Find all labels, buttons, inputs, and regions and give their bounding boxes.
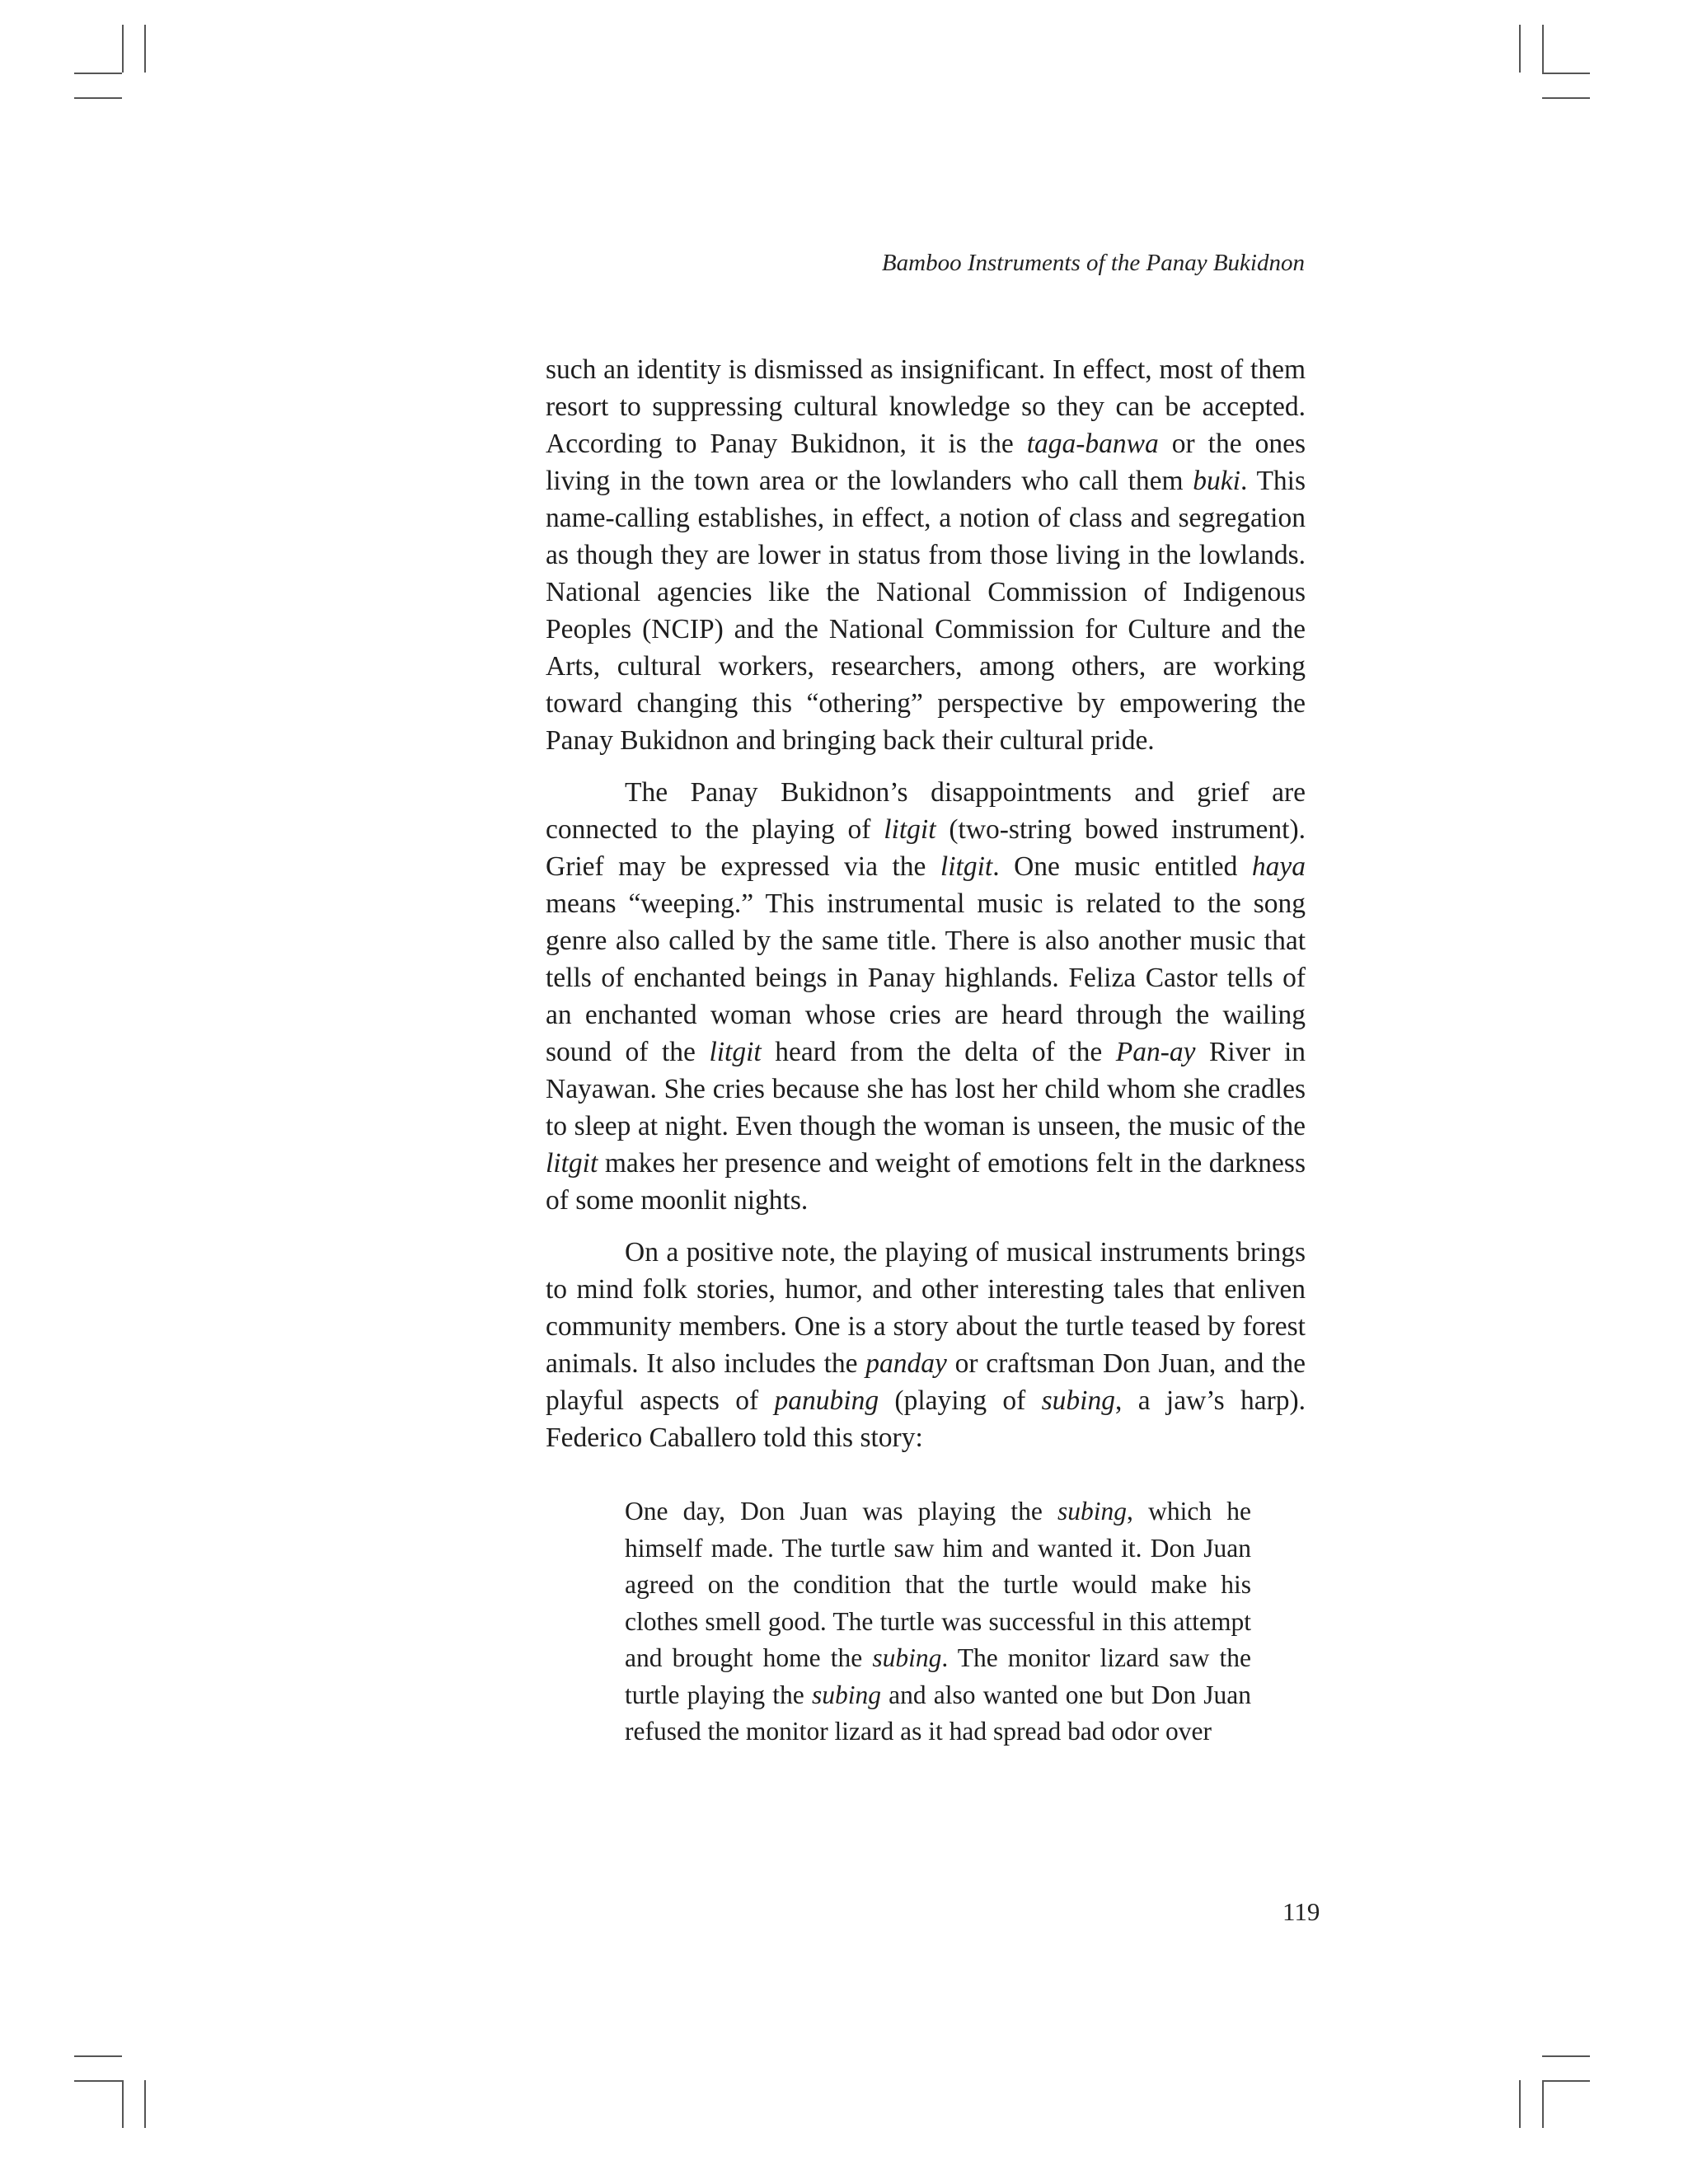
italic-term: Pan-ay <box>1115 1037 1196 1067</box>
text-run: and also wanted one but Don Juan refused the monitor lizard as it had spread bad odor over <box>625 1680 1251 1746</box>
text-run: such an identity is dismissed as insignificant. In effect, most of them resort to suppressing cultural knowledge so they can be accepted. According to Panay Bukidnon, it is the <box>546 354 1306 459</box>
crop-mark <box>74 2055 122 2057</box>
paragraph-1 <box>546 351 1306 759</box>
text-run: makes her presence and weight of emotions felt in the darkness of some moonlit nights. <box>546 1148 1306 1216</box>
italic-term: subing <box>1041 1385 1115 1416</box>
text-run: . This name-calling establishes, in effect, a notion of class and segregation as though they are lower in status from those living in the lowlands. National agencies like the National Commission of Indigenous Peoples (NCIP) and the National Commission for Culture and the Arts, cultural workers, researchers, among others, are working toward changing this “othering” perspective by empowering the Panay Bukidnon and bringing back their cultural pride. <box>546 466 1306 756</box>
italic-term: panubing <box>774 1385 879 1416</box>
crop-mark <box>1519 25 1521 73</box>
text-run: , a jaw’s harp). Federico Caballero told this story: <box>546 1385 1306 1453</box>
text-run: , which he himself made. The turtle saw him and wanted it. Don Juan agreed on the condition that the turtle would make his clothes smell good. The turtle was successful in this attempt and brought home the <box>625 1497 1252 1672</box>
italic-term: subing <box>872 1643 942 1672</box>
crop-mark <box>1542 73 1590 74</box>
crop-mark <box>74 97 122 99</box>
crop-mark <box>1542 25 1544 73</box>
italic-term: litgit <box>709 1037 762 1067</box>
crop-mark <box>144 2080 146 2128</box>
crop-mark <box>122 25 124 73</box>
crop-mark <box>144 25 146 73</box>
text-run: One day, Don Juan was playing the <box>625 1497 1058 1526</box>
running-head: Bamboo Instruments of the Panay Bukidnon <box>881 250 1305 276</box>
text-run: means “weeping.” This instrumental music is related to the song genre also called by the same title. There is also another music that tells of enchanted beings in Panay highlands. Feliza Castor tells of an enchanted woman whose cries are heard through the wailing sound of the <box>546 888 1306 1067</box>
crop-mark <box>1542 97 1590 99</box>
italic-term: subing <box>811 1680 881 1709</box>
crop-mark <box>74 2080 122 2082</box>
text-run: . The monitor lizard saw the turtle playing the <box>625 1643 1251 1709</box>
italic-term: taga-banwa <box>1026 429 1159 459</box>
italic-term: panday <box>865 1348 947 1379</box>
page-number: 119 <box>1282 1897 1320 1926</box>
italic-term: subing <box>1057 1497 1128 1526</box>
text-run: The Panay Bukidnon’s disappointments and grief are connected to the playing of <box>546 777 1306 845</box>
italic-term: buki <box>1193 466 1240 496</box>
paragraph-2 <box>546 774 1306 1219</box>
text-run: or craftsman Don Juan, and the playful aspects of <box>546 1348 1306 1416</box>
italic-term: haya <box>1251 851 1306 882</box>
crop-mark <box>1542 2055 1590 2057</box>
text-run: heard from the delta of the <box>761 1037 1116 1067</box>
body-text <box>546 351 1306 1750</box>
text-run: (playing of <box>879 1385 1042 1416</box>
crop-mark <box>1542 2080 1590 2082</box>
paragraph-3 <box>546 1234 1306 1456</box>
italic-term: litgit <box>940 851 993 882</box>
crop-mark <box>122 2080 124 2128</box>
crop-mark <box>74 73 122 74</box>
block-quote <box>625 1493 1251 1750</box>
crop-mark <box>1542 2080 1544 2128</box>
italic-term: litgit <box>546 1148 598 1179</box>
text-run: . One music entitled <box>992 851 1252 882</box>
italic-term: litgit <box>884 814 936 845</box>
text-run: (two-string bowed instrument). Grief may be expressed via the <box>546 814 1306 882</box>
crop-mark <box>1519 2080 1521 2128</box>
text-run: On a positive note, the playing of musical instruments brings to mind folk stories, humor, and other interesting tales that enliven community members. One is a story about the turtle teased by forest animals. It also includes the <box>546 1237 1306 1379</box>
text-run: or the ones living in the town area or the lowlanders who call them <box>546 429 1306 496</box>
text-run: River in Nayawan. She cries because she has lost her child whom she cradles to sleep at night. Even though the woman is unseen, the music of the <box>546 1037 1306 1141</box>
